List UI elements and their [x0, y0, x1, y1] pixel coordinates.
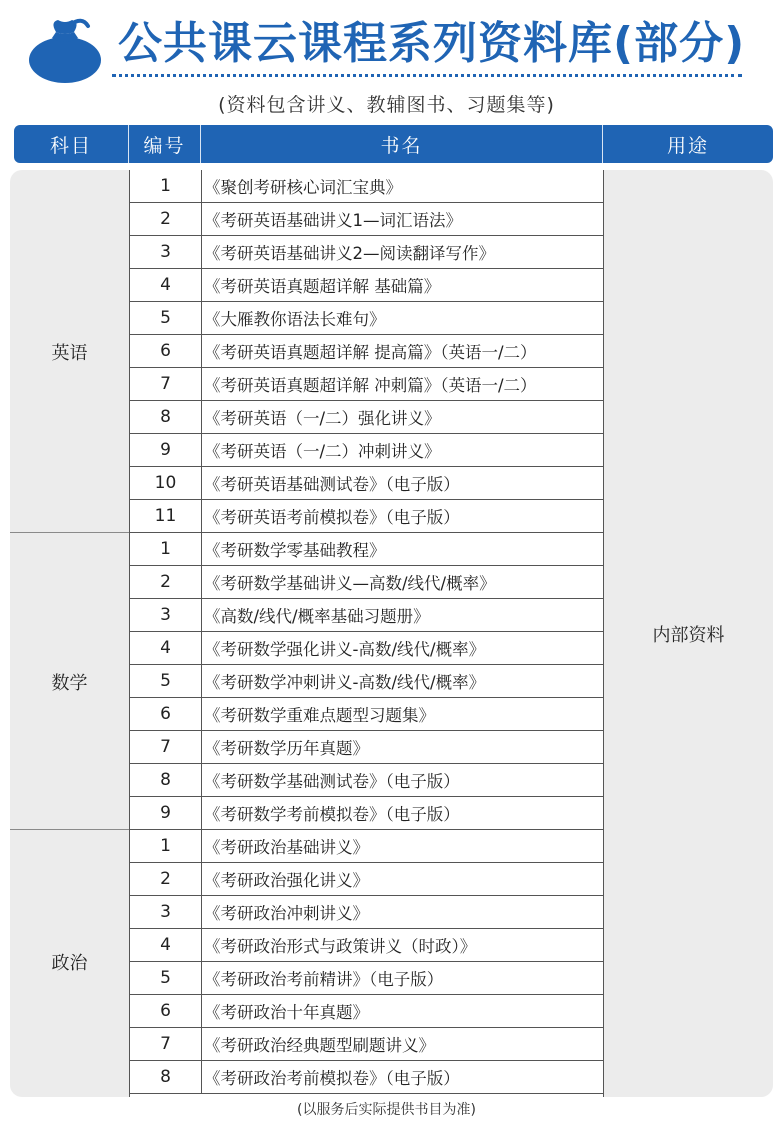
book-title: 《大雁教你语法长难句》	[204, 310, 386, 329]
book-number: 8	[130, 401, 202, 433]
book-number: 6	[130, 995, 202, 1027]
book-number: 5	[130, 962, 202, 994]
column-header-number: 编号	[129, 125, 201, 163]
book-title: 《考研政治形式与政策讲义（时政）》	[204, 937, 477, 956]
column-header-book-title: 书名	[201, 125, 603, 163]
table-row	[130, 599, 603, 632]
table-row	[130, 368, 603, 401]
table-body	[10, 170, 773, 1097]
table-row	[130, 401, 603, 434]
book-title: 《考研政治考前精讲》（电子版）	[204, 970, 444, 989]
table-row	[130, 170, 603, 203]
book-title: 《考研英语真题超详解 冲刺篇》（英语一/二）	[204, 376, 537, 395]
column-header-usage: 用途	[666, 134, 709, 157]
table-row	[130, 830, 603, 863]
book-number: 7	[130, 1028, 202, 1060]
book-title: 《考研数学强化讲义-高数/线代/概率》	[204, 640, 486, 659]
subject-label: 政治	[51, 953, 88, 974]
book-number: 9	[130, 434, 202, 466]
table-row	[130, 731, 603, 764]
book-title: 《考研英语考前模拟卷》（电子版）	[204, 508, 460, 527]
book-number: 5	[130, 665, 202, 697]
book-number: 9	[130, 797, 202, 829]
table-row	[130, 962, 603, 995]
book-number: 1	[130, 830, 202, 862]
book-number: 3	[130, 236, 202, 268]
book-title: 《考研数学考前模拟卷》（电子版）	[204, 805, 460, 824]
money-bag-icon	[26, 16, 104, 84]
book-title: 《考研数学重难点题型习题集》	[204, 706, 435, 725]
table-row	[130, 236, 603, 269]
book-number: 1	[130, 170, 202, 202]
table-row	[130, 335, 603, 368]
table-row	[130, 1028, 603, 1061]
table-row	[130, 632, 603, 665]
table-row	[130, 995, 603, 1028]
book-number: 4	[130, 269, 202, 301]
book-title: 《考研数学零基础教程》	[204, 541, 386, 560]
book-number: 4	[130, 929, 202, 961]
book-number: 7	[130, 368, 202, 400]
book-number: 2	[130, 203, 202, 235]
table-row	[130, 533, 603, 566]
table-row	[130, 764, 603, 797]
usage-cell: 内部资料	[652, 624, 725, 646]
book-title: 《考研数学基础测试卷》（电子版）	[204, 772, 460, 791]
book-number: 1	[130, 533, 202, 565]
title-underline	[112, 74, 742, 77]
book-title: 《考研政治冲刺讲义》	[204, 904, 369, 923]
book-number: 8	[130, 764, 202, 796]
table-row	[130, 203, 603, 236]
table-row	[130, 1061, 603, 1094]
book-title: 《考研数学冲刺讲义-高数/线代/概率》	[204, 673, 486, 692]
subject-label: 数学	[51, 672, 88, 694]
table-row	[130, 434, 603, 467]
book-title: 《考研英语基础讲义2—阅读翻译写作》	[204, 244, 495, 263]
table-row	[130, 500, 603, 533]
book-title: 《考研数学历年真题》	[204, 739, 369, 758]
subject-label: 英语	[51, 342, 88, 364]
book-title: 《考研政治考前模拟卷》（电子版）	[204, 1069, 460, 1088]
table-row	[130, 467, 603, 500]
book-number: 8	[130, 1061, 202, 1093]
book-title: 《考研政治基础讲义》	[204, 838, 369, 857]
table-header	[14, 125, 773, 163]
table-row	[130, 269, 603, 302]
table-row	[130, 698, 603, 731]
book-title: 《考研英语基础讲义1—词汇语法》	[204, 211, 462, 230]
table-row	[130, 665, 603, 698]
book-title: 《考研政治经典题型刷题讲义》	[204, 1036, 435, 1055]
book-number: 2	[130, 566, 202, 598]
page-title: 公共课云课程系列资料库(部分)	[118, 18, 746, 69]
table-row	[130, 797, 603, 830]
book-title: 《考研英语真题超详解 提高篇》（英语一/二）	[204, 343, 537, 362]
book-title: 《聚创考研核心词汇宝典》	[204, 178, 402, 197]
page-subtitle: (资料包含讲义、教辅图书、习题集等)	[218, 94, 555, 116]
book-number: 3	[130, 896, 202, 928]
table-row	[130, 566, 603, 599]
book-number: 2	[130, 863, 202, 895]
book-title: 《考研英语真题超详解 基础篇》	[204, 277, 441, 296]
book-list	[129, 170, 604, 1097]
table-row	[130, 929, 603, 962]
book-title: 《高数/线代/概率基础习题册》	[204, 607, 430, 626]
book-number: 6	[130, 335, 202, 367]
column-header-subject: 科目	[14, 125, 129, 163]
table-row	[130, 896, 603, 929]
book-number: 11	[130, 500, 202, 532]
book-title: 《考研英语基础测试卷》（电子版）	[204, 475, 460, 494]
header	[0, 0, 773, 90]
book-title: 《考研英语（一/二）冲刺讲义》	[204, 442, 441, 461]
book-title: 《考研英语（一/二）强化讲义》	[204, 409, 441, 428]
book-number: 10	[130, 467, 202, 499]
table-row	[130, 863, 603, 896]
book-number: 6	[130, 698, 202, 730]
book-title: 《考研数学基础讲义—高数/线代/概率》	[204, 574, 496, 593]
book-number: 5	[130, 302, 202, 334]
book-number: 7	[130, 731, 202, 763]
table-row	[130, 302, 603, 335]
book-number: 4	[130, 632, 202, 664]
book-title: 《考研政治十年真题》	[204, 1003, 369, 1022]
footnote: (以服务后实际提供书目为准)	[297, 1102, 476, 1118]
book-title: 《考研政治强化讲义》	[204, 871, 369, 890]
book-number: 3	[130, 599, 202, 631]
